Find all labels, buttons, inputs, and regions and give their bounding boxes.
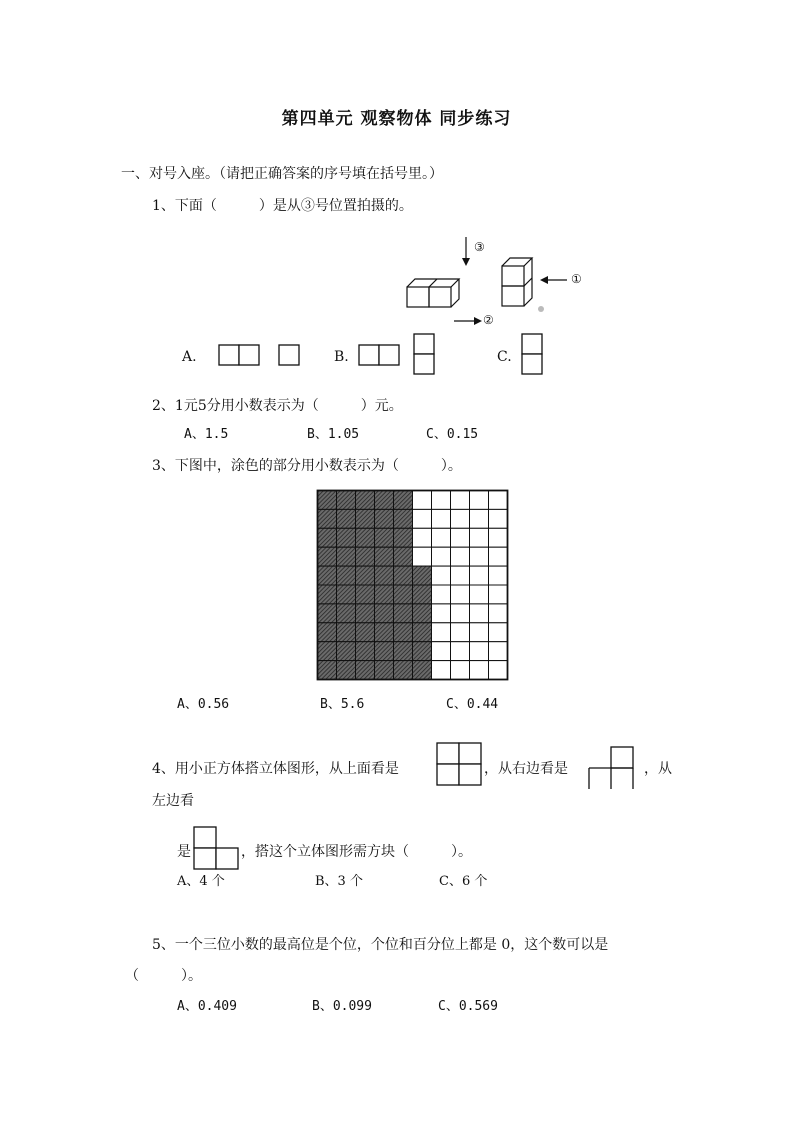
grid-cell-shaded — [356, 528, 375, 547]
grid-cell-shaded — [356, 604, 375, 623]
q3-option-a: A、0.56 — [177, 697, 230, 712]
grid-cell — [432, 623, 451, 642]
q4-text-3: ，从 — [644, 761, 672, 777]
q4-text-5: 是 — [177, 844, 191, 860]
grid-cell-shaded — [375, 547, 394, 566]
grid-cell-shaded — [337, 491, 356, 510]
grid-cell-shaded — [318, 491, 337, 510]
q4-option-b: B、3 个 — [315, 874, 363, 889]
grid-cell-shaded — [375, 604, 394, 623]
grid-cell-shaded — [394, 491, 413, 510]
grid-cell-shaded — [394, 604, 413, 623]
grid-cell — [451, 642, 470, 661]
grid-cell — [470, 642, 489, 661]
hundred-grid — [316, 489, 509, 681]
grid-cell — [470, 547, 489, 566]
grid-cell — [489, 623, 508, 642]
grid-cell-shaded — [413, 604, 432, 623]
grid-cell-shaded — [394, 623, 413, 642]
q1-option-b-label: B. — [334, 349, 349, 365]
q3-stem: 3、下图中，涂色的部分用小数表示为（ ）。 — [152, 458, 462, 474]
marker-3: ③ — [474, 240, 485, 254]
grid-cell-shaded — [394, 661, 413, 680]
q1-option-a-label: A. — [182, 349, 197, 365]
grid-cell-shaded — [413, 585, 432, 604]
marker-1: ① — [571, 272, 582, 286]
grid-cell — [432, 661, 451, 680]
grid-cell — [470, 528, 489, 547]
q4-option-c: C、6 个 — [439, 874, 488, 889]
grid-cell-shaded — [356, 509, 375, 528]
grid-cell-shaded — [318, 509, 337, 528]
q5-stem: 5、一个三位小数的最高位是个位，个位和百分位上都是 0，这个数可以是 — [152, 937, 609, 953]
q4-text-6: ，搭这个立体图形需方块（ ）。 — [241, 844, 472, 860]
grid-cell — [489, 566, 508, 585]
grid-cell-shaded — [318, 547, 337, 566]
grid-cell-shaded — [356, 642, 375, 661]
grid-cell — [470, 566, 489, 585]
grid-cell — [432, 491, 451, 510]
grid-cell — [489, 509, 508, 528]
grid-cell — [470, 585, 489, 604]
grid-cell — [470, 491, 489, 510]
grid-cell-shaded — [375, 623, 394, 642]
grid-cell-shaded — [413, 566, 432, 585]
grid-cell — [470, 509, 489, 528]
grid-cell-shaded — [337, 623, 356, 642]
ink-dot — [538, 306, 544, 312]
grid-cell-shaded — [375, 491, 394, 510]
grid-cell-shaded — [413, 661, 432, 680]
cube-pair-vertical — [502, 258, 532, 306]
grid-cell-shaded — [394, 585, 413, 604]
grid-cell — [489, 642, 508, 661]
grid-cell-shaded — [337, 547, 356, 566]
q2-option-a: A、1.5 — [184, 427, 229, 442]
grid-cell — [451, 509, 470, 528]
q4-top-view — [436, 742, 484, 786]
q4-text-1: 4、用小正方体搭立体图形，从上面看是 — [152, 761, 399, 777]
q2-option-b: B、1.05 — [307, 427, 360, 442]
grid-cell-shaded — [394, 528, 413, 547]
grid-cell-shaded — [337, 509, 356, 528]
q4-text-4: 左边看 — [152, 793, 194, 809]
grid-cell — [432, 566, 451, 585]
grid-cell-shaded — [394, 566, 413, 585]
grid-cell — [470, 661, 489, 680]
grid-cell — [489, 604, 508, 623]
grid-cell-shaded — [337, 642, 356, 661]
marker-2: ② — [483, 313, 494, 327]
grid-cell-shaded — [318, 585, 337, 604]
grid-cell-shaded — [394, 509, 413, 528]
grid-cell-shaded — [413, 623, 432, 642]
grid-cell — [489, 528, 508, 547]
section-heading: 一、对号入座。（请把正确答案的序号填在括号里。） — [121, 166, 443, 182]
q4-right-view — [588, 746, 638, 790]
grid-cell — [489, 585, 508, 604]
grid-cell-shaded — [337, 566, 356, 585]
q5-option-c: C、0.569 — [438, 999, 498, 1014]
option-b-views — [359, 334, 434, 374]
q2-stem: 2、1元5分用小数表示为（ ）元。 — [152, 398, 403, 414]
grid-cell-shaded — [375, 642, 394, 661]
grid-cell — [432, 528, 451, 547]
grid-cell — [413, 528, 432, 547]
grid-cell-shaded — [318, 604, 337, 623]
grid-cell-shaded — [318, 566, 337, 585]
grid-cell — [413, 491, 432, 510]
grid-cell-shaded — [356, 566, 375, 585]
q3-option-b: B、5.6 — [320, 697, 365, 712]
grid-cell-shaded — [318, 623, 337, 642]
option-c-views — [522, 334, 542, 374]
q1-stem: 1、下面（ ）是从③号位置拍摄的。 — [152, 198, 413, 214]
grid-cell-shaded — [375, 661, 394, 680]
q5-option-a: A、0.409 — [177, 999, 237, 1014]
grid-cell-shaded — [337, 585, 356, 604]
grid-cell-shaded — [356, 491, 375, 510]
grid-cell-shaded — [375, 528, 394, 547]
grid-cell-shaded — [375, 509, 394, 528]
grid-cell — [413, 547, 432, 566]
grid-cell — [432, 642, 451, 661]
grid-cell-shaded — [394, 547, 413, 566]
grid-cell-shaded — [337, 528, 356, 547]
grid-cell — [451, 585, 470, 604]
grid-cell-shaded — [356, 547, 375, 566]
option-a-views — [219, 345, 299, 365]
grid-cell — [451, 604, 470, 623]
grid-cell — [451, 661, 470, 680]
q5-stem-continued: （ ）。 — [125, 968, 202, 984]
grid-cell-shaded — [318, 642, 337, 661]
grid-cell-shaded — [356, 585, 375, 604]
grid-cell — [470, 623, 489, 642]
grid-cell-shaded — [318, 661, 337, 680]
grid-cell-shaded — [356, 661, 375, 680]
grid-cell-shaded — [356, 623, 375, 642]
grid-cell-shaded — [337, 661, 356, 680]
grid-cell-shaded — [375, 585, 394, 604]
q2-option-c: C、0.15 — [426, 427, 479, 442]
q3-option-c: C、0.44 — [446, 697, 499, 712]
grid-cell — [451, 623, 470, 642]
grid-cell — [470, 604, 489, 623]
grid-cell — [451, 491, 470, 510]
grid-cell-shaded — [318, 528, 337, 547]
grid-cell — [432, 585, 451, 604]
grid-cell — [489, 547, 508, 566]
q4-left-view — [193, 826, 241, 870]
q5-option-b: B、0.099 — [312, 999, 372, 1014]
cube-pair-horizontal — [407, 279, 459, 307]
grid-cell-shaded — [394, 642, 413, 661]
grid-cell — [489, 661, 508, 680]
grid-cell — [413, 509, 432, 528]
q4-text-2: ，从右边看是 — [484, 761, 568, 777]
grid-cell — [432, 547, 451, 566]
grid-cell — [432, 509, 451, 528]
grid-cell — [489, 491, 508, 510]
grid-cell-shaded — [413, 642, 432, 661]
grid-cell-shaded — [337, 604, 356, 623]
grid-cell — [451, 528, 470, 547]
grid-cell — [451, 547, 470, 566]
grid-cell — [432, 604, 451, 623]
grid-cell — [451, 566, 470, 585]
grid-cell-shaded — [375, 566, 394, 585]
q1-option-c-label: C. — [497, 349, 512, 365]
q4-option-a: A、4 个 — [177, 874, 225, 889]
page-title: 第四单元 观察物体 同步练习 — [281, 109, 512, 129]
